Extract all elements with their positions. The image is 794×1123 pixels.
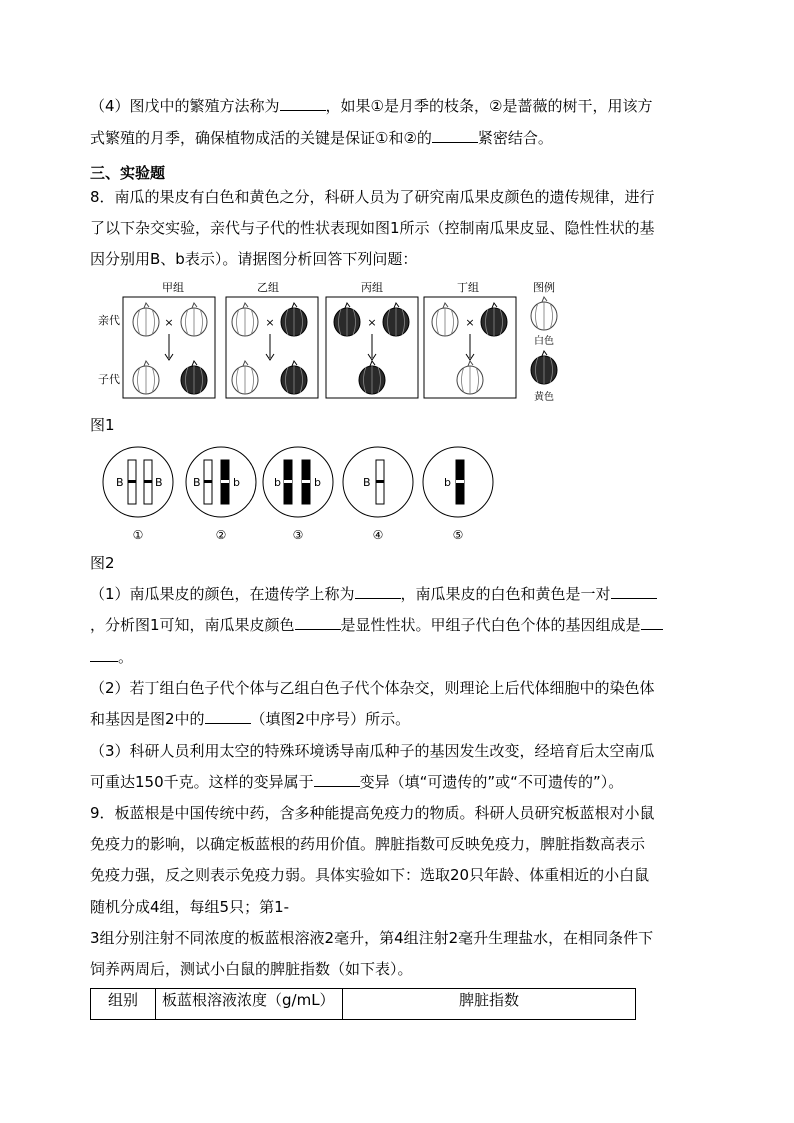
figure-2-label: 图2 [90,554,115,572]
pumpkin-white [133,361,159,394]
arrow [165,334,173,360]
figure-1-label: 图1 [90,416,115,434]
gene-label: B [116,476,124,489]
cell-number: ⑤ [452,528,464,542]
q8-sub1-line1 [90,584,657,604]
q8-text: （填图2中序号）所示。 [250,710,411,728]
legend-pumpkin-white [531,297,557,330]
header-group: 组别 [91,989,156,1020]
cell-2 [186,447,256,542]
q9-line-6: 饲养两周后，测试小白鼠的脾脏指数（如下表）。 [90,960,413,978]
q9-line-2: 免疫力的影响，以确定板蓝根的药用价值。脾脏指数可反映免疫力，脾脏指数高表示 [90,835,646,853]
pumpkin-white [232,303,258,336]
q8-sub1-line3 [90,647,133,667]
figure-2-chromosomes [100,445,500,545]
answer-blank[interactable] [641,615,663,630]
header-concentration: 板蓝根溶液浓度（g/mL） [156,989,343,1020]
pumpkin-yellow [281,303,307,336]
row-label-parent: 亲代 [98,314,120,327]
q8-intro-3: 因分别用B、b表示）。请据图分析回答下列问题： [90,250,418,268]
answer-blank[interactable] [611,584,657,599]
q8-text: 。 [118,648,134,666]
gene-label: B [193,476,201,489]
cell-number: ② [215,528,227,542]
q8-sub3-line1: （3）科研人员利用太空的特殊环境诱导南瓜种子的基因发生改变，经培育后太空南瓜 [90,742,655,760]
cross-symbol: × [465,316,475,329]
q8-intro-2: 了以下杂交实验，亲代与子代的性状表现如图1所示（控制南瓜果皮显、隐性性状的基 [90,219,655,237]
pumpkin-yellow [383,303,409,336]
cell-number: ③ [292,528,304,542]
cross-symbol: × [164,316,174,329]
pumpkin-yellow [281,361,307,394]
answer-blank[interactable] [295,615,341,630]
answer-blank[interactable] [205,709,251,724]
cell-5 [423,447,493,542]
arrow [466,334,474,360]
cell-3 [263,447,333,542]
answer-blank[interactable] [314,772,360,787]
pumpkin-yellow [359,361,385,394]
answer-blank[interactable] [432,128,478,143]
pumpkin-white [181,303,207,336]
arrow [266,334,274,360]
pumpkin-yellow [334,303,360,336]
q9-line-4: 随机分成4组，每组5只；第1- [90,898,290,916]
answer-blank[interactable] [90,647,118,662]
pumpkin-yellow [481,303,507,336]
spleen-index-table [90,988,636,1020]
q9-line-5: 3组分别注射不同浓度的板蓝根溶液2毫升，第4组注射2毫升生理盐水，在相同条件下 [90,929,654,947]
cell-number: ④ [372,528,384,542]
group-title-ding: 丁组 [457,281,479,294]
q4-line-1 [90,96,652,116]
cell-1 [103,447,173,542]
answer-blank[interactable] [280,96,326,111]
q8-sub3-line2 [90,772,623,792]
group-title-jia: 甲组 [162,281,184,294]
q4-text: 紧密结合。 [477,129,553,147]
gene-label: B [155,476,163,489]
q8-text: ，南瓜果皮的白色和黄色是一对 [400,585,611,603]
pumpkin-white [457,361,483,394]
gene-label: b [233,476,240,489]
legend-pumpkin-yellow [531,351,557,384]
cross-symbol: × [265,316,275,329]
q8-text: ，分析图1可知，南瓜果皮颜色 [90,616,295,634]
q4-line-2 [90,128,553,148]
cell-4 [343,447,413,542]
q9-line-3: 免疫力强，反之则表示免疫力弱。具体实验如下：选取20只年龄、体重相近的小白鼠 [90,866,650,884]
q8-sub2-line1: （2）若丁组白色子代个体与乙组白色子代个体杂交，则理论上后代体细胞中的染色体 [90,679,655,697]
q8-text: （1）南瓜果皮的颜色，在遗传学上称为 [90,585,355,603]
arrow [368,334,376,360]
q8-text: 变异（填“可遗传的”或“不可遗传的”）。 [359,773,624,791]
q4-text: 式繁殖的月季，确保植物成活的关键是保证①和②的 [90,129,432,147]
gene-label: b [274,476,281,489]
figure-1-crosses [88,280,568,405]
cross-symbol: × [367,316,377,329]
gene-label: b [314,476,321,489]
section-title: 三、实验题 [90,164,166,182]
group-title-yi: 乙组 [257,281,279,294]
legend-yellow-label: 黄色 [534,392,554,403]
pumpkin-white [432,303,458,336]
group-title-bing: 丙组 [361,281,383,294]
header-spleen-index: 脾脏指数 [343,989,636,1020]
q8-text: 和基因是图2中的 [90,710,205,728]
q8-sub1-line2 [90,615,663,635]
q8-sub2-line2 [90,709,410,729]
answer-blank[interactable] [355,584,401,599]
gene-label: b [444,476,451,489]
pumpkin-white [232,361,258,394]
q8-text: 可重达150千克。这样的变异属于 [90,773,314,791]
legend-title: 图例 [533,281,555,294]
pumpkin-white [133,303,159,336]
q8-intro-1: 8．南瓜的果皮有白色和黄色之分，科研人员为了研究南瓜果皮颜色的遗传规律，进行 [90,188,655,206]
q8-text: 是显性性状。甲组子代白色个体的基因组成是 [340,616,641,634]
q4-text: ，如果①是月季的枝条，②是蔷薇的树干，用该方 [325,97,653,115]
cell-number: ① [132,528,144,542]
row-label-child: 子代 [98,373,120,386]
gene-label: B [363,476,371,489]
q4-text: （4）图戊中的繁殖方法称为 [90,97,280,115]
table-header-row [91,989,636,1020]
q9-line-1: 9．板蓝根是中国传统中药，含多种能提高免疫力的物质。科研人员研究板蓝根对小鼠 [90,804,655,822]
legend-white-label: 白色 [534,336,554,347]
pumpkin-yellow [181,361,207,394]
